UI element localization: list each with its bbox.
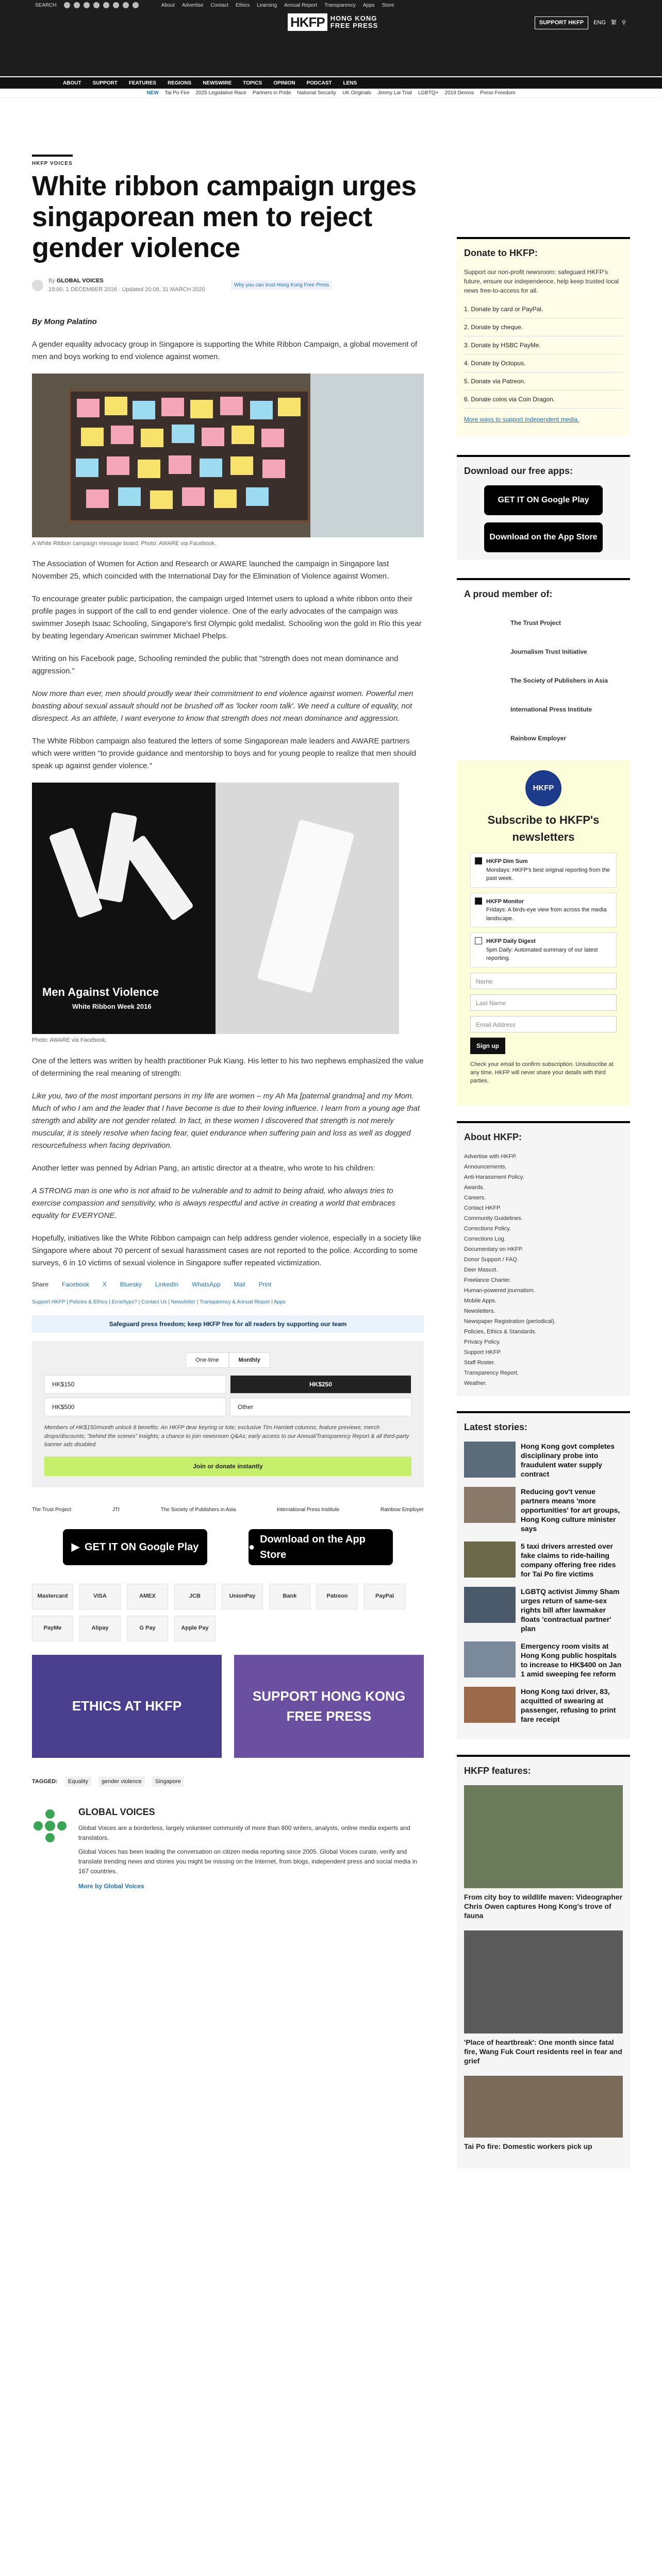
logo-line: FREE PRESS (330, 22, 378, 29)
share-x[interactable]: X (102, 1280, 107, 1288)
article (32, 155, 424, 1892)
paragraph: The White Ribbon campaign also featured the letters of some Singaporean male leaders and AWARE partners which were written "to provide guidance and mentorship to boys and for young people to realize that men should speak up against gender violence." (32, 737, 416, 770)
new-label: NEW (146, 90, 159, 96)
photo-title: Men Against Violence (42, 986, 159, 998)
feature-item[interactable] (464, 2076, 623, 2151)
donate-option[interactable]: 4. Donate by Octopus. (464, 354, 623, 372)
about-link[interactable]: Donor Support / FAQ. (464, 1256, 519, 1263)
checkbox[interactable] (475, 897, 482, 905)
nav-item[interactable]: ABOUT (63, 80, 81, 86)
checkbox[interactable] (475, 857, 482, 865)
newsletter-option-text (486, 937, 612, 963)
story-thumb (464, 1487, 516, 1523)
youtube-icon[interactable] (103, 2, 109, 8)
about-link[interactable]: Weather. (464, 1380, 487, 1386)
ethics-banner[interactable]: ETHICS AT HKFP (32, 1655, 222, 1758)
paragraph: The Association of Women for Action and Research or AWARE launched the campaign in Singapore last November 25, which coincided with the International Day for the Elimination of Violence against Women. (32, 560, 389, 581)
photo-caption: Photo: AWARE via Facebook. (32, 1037, 107, 1043)
newsletter-option[interactable] (470, 893, 617, 928)
proud-member-panel (457, 578, 630, 760)
donate-option[interactable]: 6. Donate coins via Coin Dragon. (464, 391, 623, 409)
apps-badges (464, 485, 623, 552)
about-link[interactable]: Corrections Policy. (464, 1225, 511, 1232)
proud-title: A proud member of: (464, 589, 553, 599)
last-name-field[interactable]: Last Name (470, 994, 617, 1011)
trending-item[interactable]: 2025 Legislative Race (195, 90, 246, 96)
search-link[interactable]: SEARCH (35, 2, 57, 8)
quote-paragraph (32, 1090, 424, 1152)
pay-logo: AMEX (127, 1584, 168, 1609)
story-title[interactable]: Reducing gov't venue partners means 'more opportunities' for art groups, Hong Kong culture minister says (521, 1487, 620, 1533)
checkbox[interactable] (475, 937, 482, 944)
hkfp-badge: HKFP (525, 770, 561, 806)
about-link[interactable]: Documentary on HKFP. (464, 1246, 523, 1252)
newsletter-option[interactable] (470, 933, 617, 968)
author-bio: Global Voices has been leading the conversation on citizen media reporting since 2005. Global Voices curate, verify and translate trending news and stories you might be missing on the Internet, from blogs, independent press and social media in 167 countries. (78, 1848, 418, 1875)
story-item[interactable] (464, 1687, 623, 1724)
message-board-photo (32, 374, 424, 537)
main-nav (0, 77, 662, 89)
trending-item[interactable]: Partners in Pride (252, 90, 291, 96)
membership-desc: Members of HK$150/month unlock 8 benefits: An HKFP dear keyring or tote; exclusive Tim Hamlett columns; feature previews; merch drops/discounts; "behind the scenes" insights; a chance to join newsroom Q&As; early access to our Annual/Transparency Report & all third-party banner ads disabled. (44, 1425, 409, 1448)
nav-item[interactable]: REGIONS (168, 80, 192, 86)
share-bar (32, 1280, 424, 1289)
byline: By Mong Palatino (32, 317, 97, 326)
util-link[interactable]: Store (382, 2, 394, 8)
utility-links (161, 2, 394, 9)
nav-item[interactable]: NEWSWIRE (203, 80, 232, 86)
trending-item[interactable]: LGBTQ+ (418, 90, 439, 96)
pay-logo: Apple Pay (174, 1616, 216, 1641)
nav-item[interactable]: LENS (343, 80, 357, 86)
nav-item[interactable]: TOPICS (243, 80, 262, 86)
pay-logo: Patreon (317, 1584, 358, 1609)
amount-other[interactable]: Other (230, 1398, 411, 1416)
newsletter-option[interactable] (470, 853, 617, 888)
about-link[interactable]: Contact HKFP. (464, 1205, 501, 1211)
site-header (0, 10, 662, 76)
lang-switch[interactable]: ENG (593, 20, 606, 26)
pay-logo: Mastercard (32, 1584, 73, 1609)
photo-right-panel (216, 783, 399, 1034)
social-icons (64, 2, 139, 8)
util-link[interactable]: About (161, 2, 175, 8)
logo-line: HONG KONG (330, 14, 377, 22)
donate-option[interactable]: 2. Donate by cheque. (464, 318, 623, 336)
article-footer-links[interactable]: Support HKFP | Policies & Ethics | Error/typo? | Contact Us | Newsletter | Transparency & Annual Report | Apps (32, 1299, 286, 1305)
about-link[interactable]: Corrections Log. (464, 1235, 506, 1242)
sidebar (457, 237, 630, 2168)
story-title[interactable]: Emergency room visits at Hong Kong public hospitals to increase to HK$400 on Jan 1 amid sweeping fee reform (521, 1641, 622, 1678)
app-store-badges (32, 1529, 424, 1565)
signup-button[interactable]: Sign up (470, 1038, 505, 1054)
newsletter-title: Subscribe to HKFP's newsletters (487, 814, 600, 843)
about-link[interactable]: Newspaper Registration (periodical). (464, 1318, 556, 1325)
apps-title: Download our free apps: (464, 466, 573, 476)
story-title[interactable]: 5 taxi drivers arrested over fake claims to ride-hailing company offering free rides for Tai Po fire victims (521, 1541, 616, 1578)
about-link[interactable]: Support HKFP. (464, 1349, 502, 1355)
util-link[interactable]: Advertise (181, 2, 204, 8)
about-link[interactable]: Privacy Policy. (464, 1338, 501, 1345)
telegram-icon[interactable] (133, 2, 139, 8)
more-ways-link[interactable]: More ways to support independent media. (464, 416, 580, 423)
member-logo[interactable]: Journalism Trust Initiative (510, 648, 587, 655)
badge[interactable]: Rainbow Employer (380, 1506, 424, 1513)
trending-item[interactable]: Tai Po Fire (164, 90, 190, 96)
newsletter-name: HKFP Monitor (486, 898, 524, 905)
share-bluesky[interactable]: Bluesky (120, 1280, 142, 1288)
share-print[interactable]: Print (258, 1280, 272, 1288)
share-mail[interactable]: Mail (234, 1280, 245, 1288)
play-icon: ▶ (71, 1541, 80, 1553)
men-against-violence-photo (32, 783, 399, 1034)
story-item[interactable] (464, 1541, 623, 1579)
nav-item[interactable]: OPINION (273, 80, 295, 86)
newsletter-panel (457, 760, 630, 1106)
util-link[interactable]: Transparency (324, 2, 356, 8)
pay-logo: PayMe (32, 1616, 73, 1641)
feature-title[interactable]: Tai Po fire: Domestic workers pick up (464, 2142, 592, 2150)
donate-intro: Support our non-profit newsroom: safeguard HKFP's future, ensure our independence, help keep trusted local news free-to-access for all. (464, 268, 619, 294)
story-item[interactable] (464, 1487, 623, 1533)
util-link[interactable]: Apps (362, 2, 375, 8)
about-link[interactable]: Advertise with HKFP. (464, 1153, 517, 1160)
share-linkedin[interactable]: LinkedIn (155, 1280, 179, 1288)
apple-icon: ● (249, 1541, 255, 1553)
badge[interactable]: JTI (112, 1506, 120, 1513)
x-icon[interactable] (74, 2, 80, 8)
global-voices-logo (32, 1805, 68, 1846)
about-link[interactable]: Human-powered journalism. (464, 1287, 535, 1294)
newsletter-desc: 5pm Daily: Automated summary of our latest reporting. (486, 946, 598, 961)
story-item[interactable] (464, 1587, 623, 1633)
util-link[interactable]: Ethics (235, 2, 250, 8)
pay-logo: Alipay (79, 1616, 121, 1641)
linkedin-icon[interactable] (113, 2, 119, 8)
feature-title[interactable]: From city boy to wildlife maven: Videographer Chris Owen captures Hong Kong's trove of fauna (464, 1892, 623, 1920)
paragraph: Another letter was penned by Adrian Pang, an artistic director at a theatre, who wrote to his children: (32, 1163, 375, 1173)
story-thumb (464, 1641, 516, 1677)
about-link[interactable]: Careers. (464, 1194, 486, 1201)
newsletter-desc: Mondays: HKFP's best original reporting from the past week. (486, 867, 610, 882)
google-play-button[interactable]: GET IT ON Google Play (484, 485, 603, 515)
about-list (464, 1151, 623, 1388)
member-logos (464, 608, 623, 753)
store-label: GET IT ON Google Play (85, 1541, 199, 1553)
feature-image (464, 1930, 623, 2033)
newsletter-option-text (486, 897, 612, 923)
util-link[interactable]: Learning (257, 2, 277, 8)
frequency-toggle (44, 1352, 411, 1368)
search-icon[interactable]: ⚲ (621, 20, 626, 26)
story-thumb (464, 1541, 516, 1578)
amount-option-selected[interactable]: HK$250 (230, 1375, 411, 1394)
story-thumb (464, 1687, 516, 1723)
about-link[interactable]: Community Guidelines. (464, 1215, 523, 1222)
share-facebook[interactable]: Facebook (62, 1280, 89, 1288)
trending-item[interactable]: Jimmy Lai Trial (377, 90, 412, 96)
latest-stories (457, 1411, 630, 1739)
trending-bar (0, 89, 662, 98)
pay-logo: JCB (174, 1584, 216, 1609)
about-panel (457, 1121, 630, 1396)
member-logo[interactable]: The Trust Project (510, 619, 561, 626)
logo-wordmark (330, 15, 378, 29)
photo-window (310, 374, 424, 537)
newsletter-name: HKFP Daily Digest (486, 938, 536, 944)
about-link[interactable]: Policies, Ethics & Standards. (464, 1328, 537, 1335)
photo-left-panel (32, 783, 216, 1034)
top-bar (0, 0, 662, 10)
member-logo[interactable]: International Press Institute (510, 706, 592, 713)
threads-icon[interactable] (93, 2, 100, 8)
pay-logo: VISA (79, 1584, 121, 1609)
story-thumb (464, 1442, 516, 1478)
email-field[interactable]: Email Address (470, 1016, 617, 1032)
by-label: By (48, 278, 55, 284)
member-logo[interactable]: The Society of Publishers in Asia (510, 677, 608, 684)
bluesky-icon[interactable] (123, 2, 129, 8)
more-by-author[interactable]: More by Global Voices (78, 1883, 144, 1890)
about-link[interactable]: Announcements. (464, 1163, 507, 1170)
newsletter-option-text (486, 857, 612, 883)
photo-caption: A White Ribbon campaign message board. Photo: AWARE via Facebook. (32, 540, 216, 547)
pay-logo: UnionPay (222, 1584, 263, 1609)
donate-option[interactable]: 5. Donate via Patreon. (464, 372, 623, 391)
share-label: Share (32, 1280, 49, 1288)
author-info (78, 1805, 424, 1892)
latest-title: Latest stories: (464, 1421, 528, 1432)
freq-one-time[interactable]: One-time (186, 1352, 228, 1368)
about-link[interactable]: Staff Roster. (464, 1359, 495, 1366)
story-title[interactable]: LGBTQ activist Jimmy Sham urges return of same-sex rights bill after lawmaker floats 'contractual partner' plan (521, 1587, 620, 1633)
share-whatsapp[interactable]: WhatsApp (192, 1280, 221, 1288)
about-link[interactable]: Transparency Report. (464, 1369, 519, 1376)
freq-monthly[interactable]: Monthly (229, 1352, 270, 1368)
story-thumb (464, 1587, 516, 1623)
paragraph: To encourage greater public participation, the campaign urged Internet users to upload a white ribbon onto their profile pages in support of the call to end gender violence. One of the early advocates of the campaign was swimmer Joseph Isaac Schooling, Singapore's first Olympic gold medalist. Schooling won the gold in Rio this year by beating legendary American swimmer Michael Phelps. (32, 595, 422, 640)
author-name[interactable]: GLOBAL VOICES (78, 1807, 155, 1817)
newsletter-desc: Fridays: A birds-eye view from across the media landscape. (486, 907, 607, 922)
tagged-label: TAGGED: (32, 1778, 58, 1785)
paragraph: A gender equality advocacy group in Singapore is supporting the White Ribbon Campaign, a global movement of men and boys working to end violence against women. (32, 340, 418, 361)
join-button[interactable]: Join or donate instantly (44, 1456, 411, 1476)
features-title: HKFP features: (464, 1765, 531, 1776)
donate-panel (457, 237, 630, 436)
pay-logo: Bank (269, 1584, 310, 1609)
features-panel (457, 1755, 630, 2168)
quote-paragraph (32, 1185, 424, 1222)
author-box (32, 1805, 424, 1892)
feature-item[interactable] (464, 1785, 623, 1920)
nav-item[interactable]: FEATURES (128, 80, 157, 86)
promo-banners (32, 1655, 424, 1758)
donate-title: Donate to HKFP: (464, 248, 538, 258)
nav-item[interactable]: SUPPORT (92, 80, 118, 86)
quote-text: Like you, two of the most important persons in my life are women – my Ah Ma [paternal grandma] and my Mom. Much of who I am and the leader that I have become is due to their loving influence. I learn from a young age that strength and ability are not gender related. In fact, in these women I discovered that strength is not merely muscular, it is steely resolve when facing fear, quiet endurance when suffering pain and loss as well as dogged resourcefulness when facing deprivation. (32, 1091, 420, 1150)
quote-paragraph (32, 688, 424, 725)
story-item[interactable] (464, 1442, 623, 1479)
member-logo[interactable]: Rainbow Employer (510, 735, 567, 742)
article-dates: 19:00, 1 DECEMBER 2016 · Updated 20:08, 31 MARCH 2020 (48, 286, 205, 293)
feature-title[interactable]: 'Place of heartbreak': One month since fatal fire, Wang Fuk Court residents reel in fear and grief (464, 2038, 622, 2065)
feature-image (464, 2076, 623, 2138)
paragraph: One of the letters was written by health practitioner Puk Kiang. His letter to his two nephews emphasized the value of determining the real meaning of strength: (32, 1056, 424, 1078)
quote-text: A STRONG man is one who is not afraid to be vulnerable and to admit to being afraid, who always tries to exercise compassion and sensitivity, who is always respectful and active in creating a world that embraces equality for EVERYONE. (32, 1186, 396, 1220)
donate-strip[interactable]: Safeguard press freedom; keep HKFP free for all readers by supporting our team (32, 1315, 424, 1333)
pay-logo: G Pay (127, 1616, 168, 1641)
trending-item[interactable]: 2019 Demos (444, 90, 474, 96)
badge[interactable]: International Press Institute (277, 1506, 340, 1513)
store-label: Download on the App Store (260, 1533, 366, 1561)
trending-item[interactable]: UK Originals (342, 90, 372, 96)
tag[interactable]: gender violence (98, 1776, 145, 1787)
logo-mark: HKFP (288, 13, 327, 31)
about-link[interactable]: Anti-Harassment Policy. (464, 1174, 524, 1180)
badge[interactable]: The Society of Publishers in Asia (160, 1506, 236, 1513)
story-title[interactable]: Hong Kong taxi driver, 83, acquitted of swearing at passenger, refusing to print fare receipt (521, 1687, 616, 1723)
donate-widget (32, 1341, 424, 1487)
quote-text: Now more than ever, men should proudly wear their commitment to end violence against women. Powerful men boasting about sexual assault should not be brushed off as 'locker room talk'. We need a culture of equality, not disrespect. As an athlete, I want everyone to know that strength does not mean dominance and aggression. (32, 689, 413, 723)
google-play-button[interactable] (63, 1529, 207, 1565)
about-link[interactable]: Mobile Apps. (464, 1297, 496, 1304)
amount-options (44, 1375, 411, 1416)
newsletter-name: HKFP Dim Sum (486, 858, 528, 865)
trust-link[interactable]: Why you can trust Hong Kong Free Press (231, 280, 333, 290)
lang-switch-zh[interactable]: 繁 (610, 20, 617, 26)
facebook-icon[interactable] (64, 2, 70, 8)
payment-methods (32, 1584, 424, 1641)
member-badges (32, 1506, 424, 1514)
amount-option[interactable]: HK$150 (44, 1375, 226, 1394)
trending-item[interactable]: National Security (297, 90, 336, 96)
about-title: About HKFP: (464, 1131, 522, 1142)
paragraph: Writing on his Facebook page, Schooling reminded the public that "strength does not mean dominance and aggression." (32, 654, 399, 675)
amount-option[interactable]: HK$500 (44, 1398, 226, 1416)
about-link[interactable]: Deer Mascot. (464, 1266, 498, 1273)
nav-item[interactable]: PODCAST (306, 80, 332, 86)
article-kicker[interactable]: HKFP VOICES (32, 155, 73, 167)
apps-panel (457, 455, 630, 560)
tags (32, 1776, 424, 1787)
header-actions (535, 16, 626, 29)
author-link[interactable]: GLOBAL VOICES (56, 278, 104, 284)
article-title: White ribbon campaign urges singaporean men to reject gender violence (32, 171, 417, 263)
trending-item[interactable]: Press Freedom (480, 90, 516, 96)
photo-board (68, 389, 310, 523)
pay-logo: PayPal (364, 1584, 405, 1609)
newsletter-note: Check your email to confirm subscription. Unsubscribe at any time. HKFP will never share your details with third parties. (470, 1061, 614, 1084)
feature-item[interactable] (464, 1930, 623, 2065)
tag[interactable]: Singapore (152, 1776, 184, 1787)
author-bio: Global Voices are a borderless, largely volunteer community of more than 800 writers, analysts, online media experts and translators. (78, 1824, 410, 1841)
instagram-icon[interactable] (84, 2, 90, 8)
author-line (48, 277, 205, 294)
util-link[interactable]: Contact (210, 2, 228, 8)
util-link[interactable]: Annual Report (284, 2, 318, 8)
donate-option[interactable]: 3. Donate by HSBC PayMe. (464, 336, 623, 354)
article-meta (32, 277, 424, 294)
about-link[interactable]: Awards. (464, 1184, 485, 1191)
author-avatar (32, 280, 43, 291)
paragraph: Hopefully, initiatives like the White Ribbon campaign can help address gender violence, especially in a society like Singapore where about 70 percent of sexual harassment cases are not reported to the police. According to some surveys, 6 in 10 victims of sexual violence in Singapore suffer repeated victimization. (32, 1233, 422, 1267)
app-store-button[interactable]: Download on the App Store (484, 522, 603, 552)
support-banner[interactable]: SUPPORT HONG KONG FREE PRESS (234, 1655, 424, 1758)
donate-option[interactable]: 1. Donate by card or PayPal. (464, 300, 623, 318)
site-logo[interactable] (288, 13, 378, 31)
tag[interactable]: Equality (65, 1776, 91, 1787)
about-link[interactable]: Newsletters. (464, 1308, 495, 1314)
badge[interactable]: The Trust Project (32, 1506, 72, 1513)
photo-subtitle: White Ribbon Week 2016 (72, 1003, 152, 1010)
about-link[interactable]: Freelance Charter. (464, 1277, 511, 1283)
name-field[interactable]: Name (470, 973, 617, 989)
app-store-button[interactable] (249, 1529, 393, 1565)
story-title[interactable]: Hong Kong govt completes disciplinary probe into fraudulent water supply contract (521, 1442, 615, 1478)
support-button[interactable]: SUPPORT HKFP (535, 16, 588, 29)
story-item[interactable] (464, 1641, 623, 1679)
feature-image (464, 1785, 623, 1888)
